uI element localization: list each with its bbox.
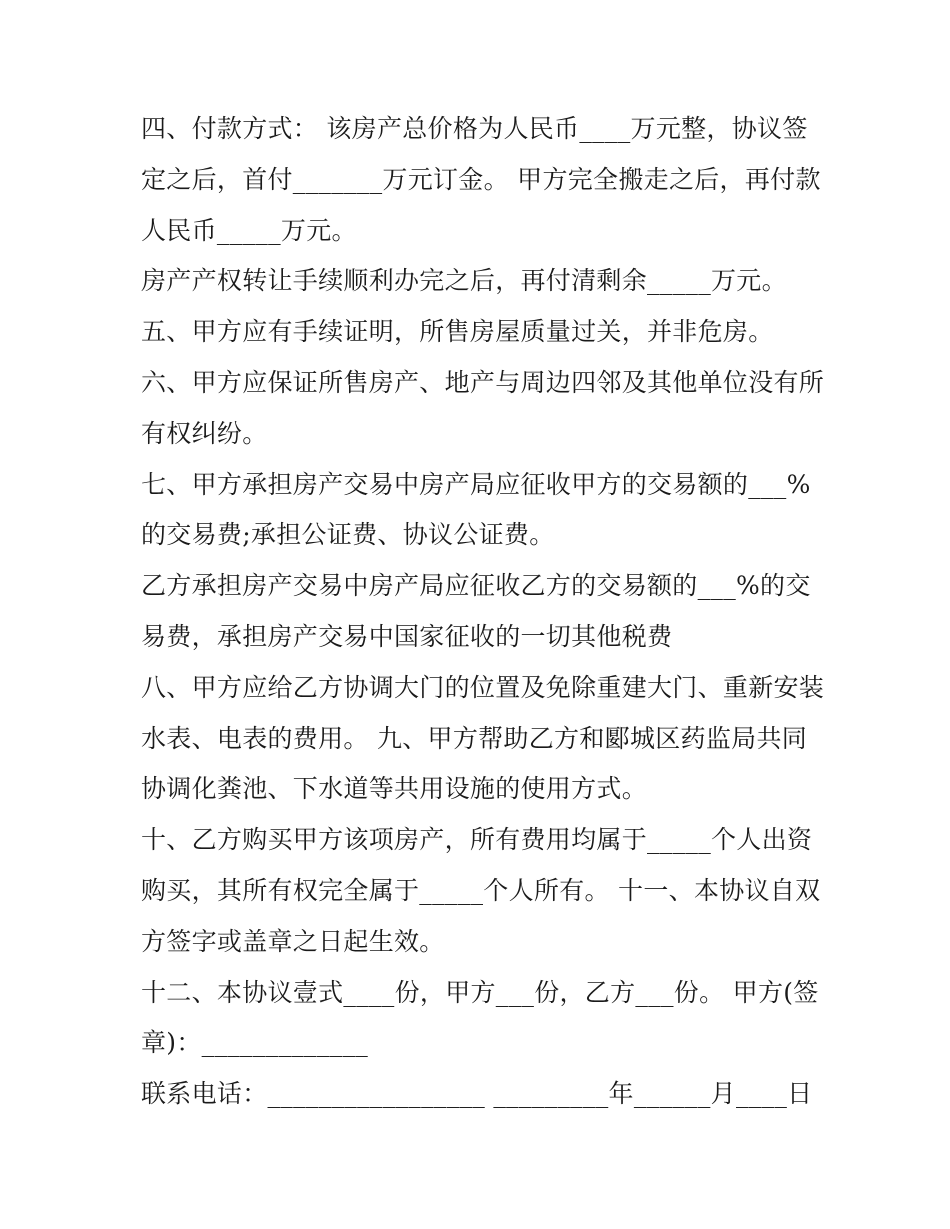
payment-clause-line-1: 四、付款方式： 该房产总价格为人民币____万元整，协议签 <box>141 114 808 143</box>
clause-seven-line-1: 七、甲方承担房产交易中房产局应征收甲方的交易额的___% <box>141 469 811 499</box>
clause-eight-nine-line: 水表、电表的费用。 九、甲方帮助乙方和郾城区药监局共同 <box>141 723 808 753</box>
clause-ten-line-1: 十、乙方购买甲方该项房产，所有费用均属于_____个人出资 <box>141 825 813 855</box>
clause-eight-line-1: 八、甲方应给乙方协调大门的位置及免除重建大门、重新安装 <box>141 672 825 702</box>
clause-eleven-line-2: 方签字或盖章之日起生效。 <box>141 926 445 956</box>
clause-twelve-line-1: 十二、本协议壹式____份，甲方___份，乙方___份。 甲方(签 <box>141 977 819 1007</box>
contract-text <box>141 104 825 1120</box>
clause-ten-eleven-line: 购买，其所有权完全属于_____个人所有。 十一、本协议自双 <box>141 875 821 905</box>
payment-clause-line-3: 人民币_____万元。 <box>141 215 357 245</box>
clause-five-line: 五、甲方应有手续证明，所售房屋质量过关，并非危房。 <box>141 317 774 347</box>
clause-nine-line-2: 协调化粪池、下水道等共用设施的使用方式。 <box>141 774 648 804</box>
clause-seven-line-2: 的交易费;承担公证费、协议公证费。 <box>141 520 555 550</box>
party-a-signature-line: 章)：_____________ <box>141 1028 369 1058</box>
clause-six-line-2: 有权纠纷。 <box>141 418 268 448</box>
payment-clause-line-2: 定之后，首付_______万元订金。 甲方完全搬走之后，再付款 <box>141 164 821 194</box>
party-b-fee-line-2: 易费，承担房产交易中国家征收的一切其他税费 <box>141 621 673 651</box>
party-b-fee-line-1: 乙方承担房产交易中房产局应征收乙方的交易额的___%的交 <box>141 571 811 601</box>
clause-six-line-1: 六、甲方应保证所售房产、地产与周边四邻及其他单位没有所 <box>141 367 825 397</box>
contact-date-line: 联系电话：_________________ _________年______月____日 <box>141 1079 813 1109</box>
transfer-balance-line: 房产产权转让手续顺利办完之后，再付清剩余_____万元。 <box>141 266 787 296</box>
